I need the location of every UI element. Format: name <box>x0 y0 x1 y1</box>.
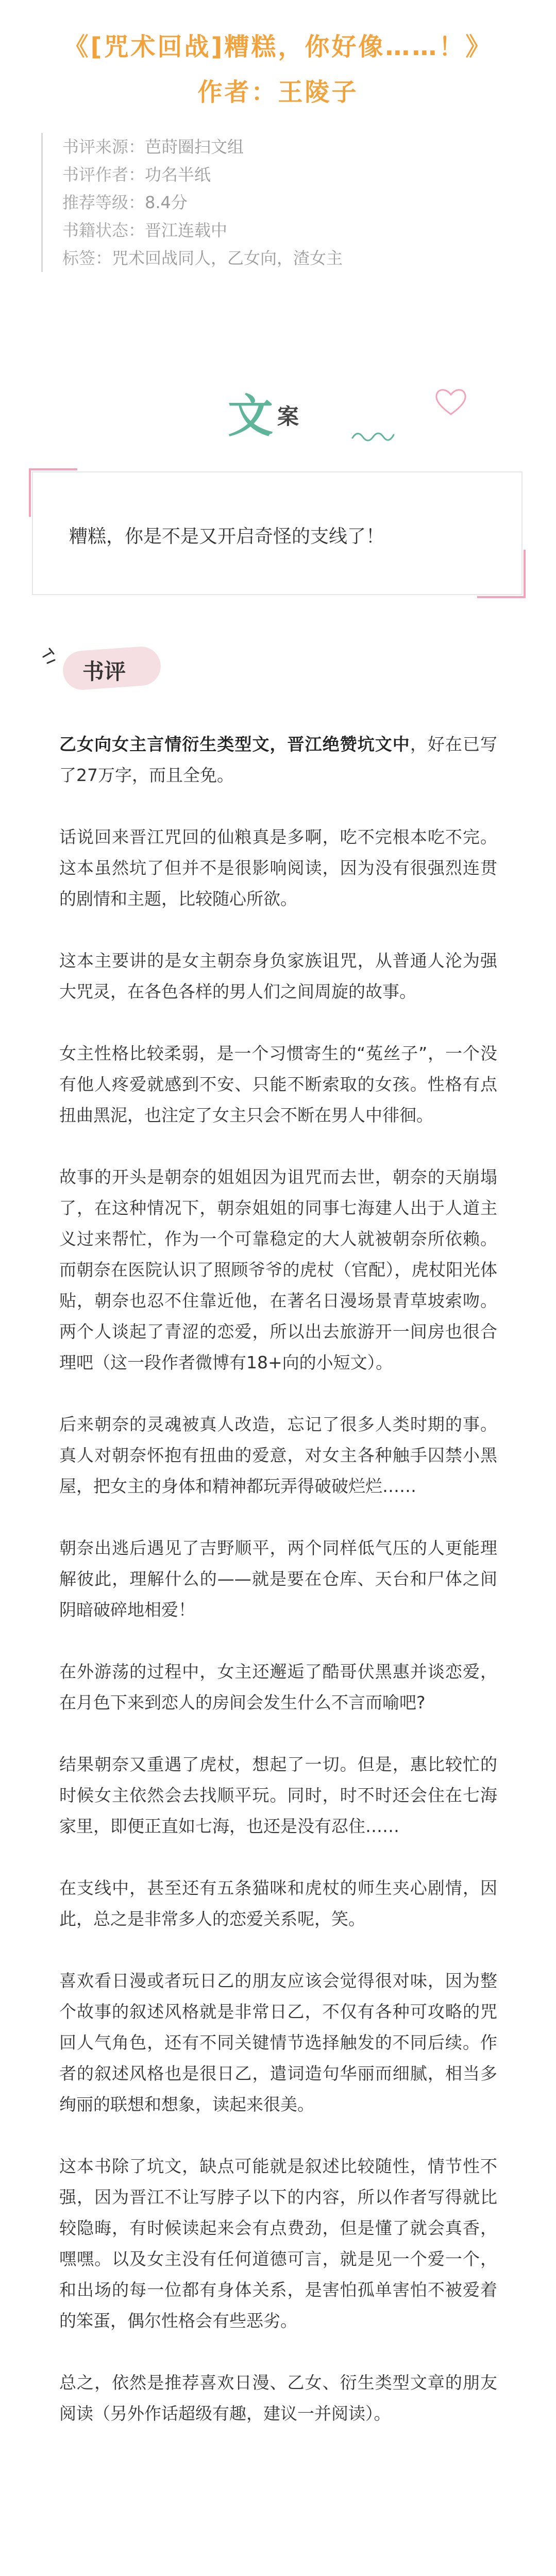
review-label: 书评 <box>82 659 126 684</box>
paragraph <box>59 2151 497 2336</box>
meta-value: 咒术回战同人，乙女向，渣女主 <box>112 248 343 268</box>
meta-label: 标签： <box>62 248 112 268</box>
heart-icon <box>433 386 469 417</box>
review-body <box>59 729 497 2460</box>
wenan-heading <box>0 371 556 453</box>
paragraph-bold: 乙女向女主言情衍生类型文，晋江绝赞坑文中 <box>59 734 410 754</box>
paragraph <box>59 1038 497 1131</box>
paragraph <box>59 2367 497 2429</box>
paragraph-text: 喜欢看日漫或者玩日乙的朋友应该会觉得很对味，因为整个故事的叙述风格就是非常日乙，不仅有各种可攻略的咒回人气角色，还有不同关键情节选择触发的不同后续。作者的叙述风格也是很日乙，遣词造句华丽而细腻，相当多绚丽的联想和想象，读起来很美。 <box>59 1971 497 2114</box>
meta-row-status <box>62 216 536 244</box>
paragraph-text: 女主性格比较柔弱，是一个习惯寄生的“菟丝子”，一个没有他人疼爱就感到不安、只能不断索取的女孩。性格有点扭曲黑泥，也注定了女主只会不断在男人中徘徊。 <box>59 1043 497 1125</box>
review-heading <box>37 641 171 698</box>
paragraph-text: 故事的开头是朝奈的姐姐因为诅咒而去世，朝奈的天崩塌了，在这种情况下，朝奈姐姐的同事七海建人出于人道主义过来帮忙，作为一个可靠稳定的大人就被朝奈所依赖。而朝奈在医院认识了照顾爷爷的虎杖（官配），虎杖阳光体贴，朝奈也忍不住靠近他，在著名日漫场景青草坡索吻。两个人谈起了青涩的恋爱，所以出去旅游开一间房也很合理吧（这一段作者微博有18+向的小短文）。 <box>59 1167 497 1372</box>
paragraph-text: 总之，依然是推荐喜欢日漫、乙女、衍生类型文章的朋友阅读（另外作话超级有趣，建议一并阅读）。 <box>59 2372 497 2424</box>
meta-row-rating <box>62 189 536 216</box>
paragraph <box>59 729 497 791</box>
article-title: 《[咒术回战]糟糕，你好像……！》 <box>63 32 493 61</box>
article-author: 作者：王陵子 <box>197 78 359 107</box>
paragraph-text: 这本书除了坑文，缺点可能就是叙述比较随性，情节性不强，因为晋江不让写脖子以下的内容，所以作者写得就比较隐晦，有时候读起来会有点费劲，但是懂了就会真香，嘿嘿。以及女主没有任何道德可言，就是见一个爱一个，和出场的每一位都有身体关系，是害怕孤单害怕不被爱着的笨蛋，偶尔性格会有些恶劣。 <box>59 2156 497 2331</box>
paragraph-text: 后来朝奈的灵魂被真人改造，忘记了很多人类时期的事。真人对朝奈怀抱有扭曲的爱意，对女主各种触手囚禁小黑屋，把女主的身体和精神都玩弄得破破烂烂…… <box>59 1414 497 1496</box>
paragraph <box>59 1965 497 2120</box>
wenan-char-wen: 文 <box>228 389 274 443</box>
paragraph-text: 话说回来晋江咒回的仙粮真是多啊，吃不完根本吃不完。这本虽然坑了但并不是很影响阅读，因为没有很强烈连贯的剧情和主题，比较随心所欲。 <box>59 827 497 909</box>
meta-label: 书籍状态： <box>62 221 145 240</box>
wenan-char-an: 案 <box>277 404 299 429</box>
meta-info <box>41 133 536 272</box>
paragraph-text: 这本主要讲的是女主朝奈身负家族诅咒，从普通人沦为强大咒灵，在各色各样的男人们之间周旋的故事。 <box>59 951 497 1002</box>
sparkle-icon <box>37 641 68 672</box>
paragraph-text: 结果朝奈又重遇了虎杖，想起了一切。但是，惠比较忙的时候女主依然会去找顺平玩。同时，时不时还会住在七海家里，即便正直如七海，也还是没有忍住…… <box>59 1754 497 1836</box>
meta-row-tags <box>62 244 536 272</box>
paragraph <box>59 945 497 1007</box>
paragraph <box>59 1656 497 1718</box>
corner-decoration <box>477 550 526 598</box>
corner-decoration <box>29 468 77 517</box>
meta-label: 书评来源： <box>62 137 145 157</box>
synopsis-text: 糟糕，你是不是又开启奇怪的支线了！ <box>69 526 385 547</box>
meta-row-source <box>62 133 536 161</box>
meta-value: 功名半纸 <box>145 165 211 184</box>
paragraph <box>59 822 497 914</box>
paragraph <box>59 1162 497 1378</box>
meta-value: 芭莳圈扫文组 <box>145 137 244 157</box>
paragraph <box>59 1749 497 1842</box>
paragraph-text: 在外游荡的过程中，女主还邂逅了酷哥伏黑惠并谈恋爱，在月色下来到恋人的房间会发生什么不言而喻吧? <box>59 1662 497 1713</box>
paragraph <box>59 1409 497 1502</box>
paragraph <box>59 1533 497 1625</box>
meta-label: 推荐等级： <box>62 193 145 212</box>
meta-value: 8.4分 <box>145 193 188 212</box>
meta-value: 晋江连载中 <box>145 221 228 240</box>
paragraph-text: 在支线中，甚至还有五条猫咪和虎杖的师生夹心剧情，因此，总之是非常多人的恋爱关系呢，笑。 <box>59 1878 497 1929</box>
paragraph-text: ，好在已写了27万字，而且全免。 <box>59 734 498 785</box>
paragraph-text: 朝奈出逃后遇见了吉野顺平，两个同样低气压的人更能理解彼此，理解什么的——就是要在仓库、天台和尸体之间阴暗破碎地相爱！ <box>59 1538 497 1620</box>
paragraph <box>59 1873 497 1935</box>
synopsis-box <box>32 471 523 595</box>
squiggle-icon <box>350 428 397 443</box>
meta-row-reviewer <box>62 161 536 189</box>
meta-label: 书评作者： <box>62 165 145 184</box>
